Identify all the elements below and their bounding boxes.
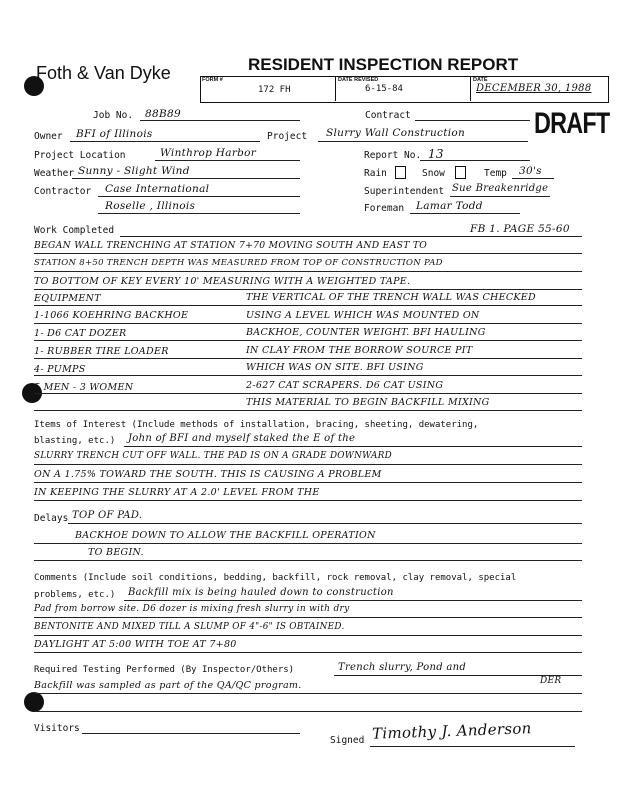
date-value: DECEMBER 30, 1988 [476,83,592,94]
superintendent-line [450,196,550,197]
project-line [318,141,528,142]
work-line-8: WHICH WAS ON SITE. BFI USING [246,362,424,373]
contractor-line-2 [98,213,300,214]
delay-rule-1 [34,543,582,544]
superintendent-label: Superintendent [364,186,445,197]
date-label: DATE [473,77,488,83]
rain-checkbox[interactable] [395,166,406,179]
delay-rule-0 [68,523,582,524]
work-rule-3 [34,289,582,290]
work-completed-label: Work Completed [34,225,115,236]
foreman-value: Lamar Todd [416,200,483,212]
comment-line-0: Backfill mix is being hauled down to construction [128,587,394,598]
work-line-0: FB 1. PAGE 55-60 [470,223,570,235]
job-no-line [140,120,300,121]
owner-line [70,141,260,142]
weather-value: Sunny - Slight Wind [78,165,190,177]
interest-line-1: SLURRY TRENCH CUT OFF WALL. THE PAD IS ON A GRADE DOWNWARD [34,451,392,461]
contractor-value-1: Case International [105,183,210,195]
date-revised-label: DATE REVISED [338,77,379,83]
work-line-4: THE VERTICAL OF THE TRENCH WALL WAS CHECKED [246,292,536,303]
visitors-label: Visitors [34,723,80,734]
work-line-9: 2-627 CAT SCRAPERS. D6 CAT USING [246,380,444,391]
temp-value: 30's [519,165,542,177]
weather-line [72,178,300,179]
testing-initials: DER [540,676,562,686]
project-location-line [155,160,300,161]
date-revised-value: 6-15-84 [365,84,403,94]
interest-rule-1 [34,464,582,465]
equipment-item-0: 1-1066 KOEHRING BACKHOE [34,310,189,321]
work-rule-0 [120,236,582,237]
work-line-1: BEGAN WALL TRENCHING AT STATION 7+70 MOVING SOUTH AND EAST TO [34,240,428,251]
work-line-6: BACKHOE, COUNTER WEIGHT. BFI HAULING [246,327,486,338]
work-rule-9 [34,393,582,394]
snow-label: Snow [422,168,445,179]
interest-rule-0 [124,446,582,447]
signature-line [370,746,575,747]
work-rule-5 [34,323,582,324]
work-rule-10 [34,410,582,411]
equipment-item-2: 1- RUBBER TIRE LOADER [34,346,169,357]
interest-line-3: IN KEEPING THE SLURRY AT A 2.0' LEVEL FROM THE [34,487,320,498]
company-name: Foth & Van Dyke [36,63,171,83]
owner-value: BFI of Illinois [76,128,153,140]
foreman-line [410,213,520,214]
interest-rule-3 [34,500,582,501]
work-line-7: IN CLAY FROM THE BORROW SOURCE PIT [246,345,473,356]
contractor-value-2: Roselle , Illinois [105,200,196,212]
header-divider-1 [335,76,336,101]
equipment-item-4: 5 MEN - 3 WOMEN [34,382,134,393]
interest-line-2: ON A 1.75% TOWARD THE SOUTH. THIS IS CAUSING A PROBLEM [34,469,382,480]
foreman-label: Foreman [364,203,405,214]
project-label: Project [267,131,308,142]
work-rule-7 [34,358,582,359]
snow-checkbox[interactable] [455,166,466,179]
work-rule-1 [34,253,582,254]
contract-label: Contract [365,110,411,121]
signed-label: Signed [330,735,365,746]
contractor-label: Contractor [34,186,92,197]
work-line-2: STATION 8+50 TRENCH DEPTH WAS MEASURED FROM TOP OF CONSTRUCTION PAD [34,258,443,268]
testing-rule-1 [34,693,582,694]
report-no-label: Report No. [364,150,422,161]
contract-line [415,120,530,121]
delays-label: Delays [34,513,69,524]
temp-line [512,178,554,179]
superintendent-value: Sue Breakenridge [452,183,549,194]
comment-rule-2 [34,635,582,636]
rain-label: Rain [364,168,387,179]
comment-rule-0 [124,600,582,601]
work-rule-4 [34,305,582,306]
comment-line-1: Pad from borrow site. D6 dozer is mixing fresh slurry in with dry [34,604,350,614]
form-label: FORM # [202,77,223,83]
comment-line-2: BENTONITE AND MIXED TILL A SLUMP OF 4"-6" IS OBTAINED. [34,622,345,632]
comments-label-1: Comments (Include soil conditions, bedding, backfill, rock removal, clay removal, special [34,573,517,583]
comment-rule-1 [34,617,582,618]
equipment-label: EQUIPMENT [34,293,101,304]
work-rule-8 [34,375,582,376]
work-line-10: THIS MATERIAL TO BEGIN BACKFILL MIXING [246,397,490,408]
work-rule-2 [34,271,582,272]
report-title: RESIDENT INSPECTION REPORT [248,55,519,74]
report-no-value: 13 [428,147,444,161]
weather-label: Weather [34,168,75,179]
header-divider-2 [470,76,471,101]
testing-line-0: Trench slurry, Pond and [338,662,467,673]
comment-line-3: DAYLIGHT AT 5:00 WITH TOE AT 7+80 [34,639,237,650]
delay-line-0: TOP OF PAD. [72,510,143,521]
report-no-line [420,160,530,161]
project-location-label: Project Location [34,150,126,161]
draft-stamp: DRAFT [534,107,610,140]
punch-hole-bottom [24,692,44,712]
job-no-value: 88B89 [145,108,181,120]
testing-label: Required Testing Performed (By Inspector/Others) [34,665,295,675]
visitors-line [82,733,300,734]
job-no-label: Job No. [93,110,134,121]
form-value: 172 FH [258,85,291,95]
delay-line-2: TO BEGIN. [88,547,144,558]
work-line-5: USING A LEVEL WHICH WAS MOUNTED ON [246,310,480,321]
comment-rule-3 [34,652,582,653]
interest-line-0: John of BFI and myself staked the E of the [128,433,356,444]
work-rule-6 [34,340,582,341]
delay-line-1: BACKHOE DOWN TO ALLOW THE BACKFILL OPERATION [75,530,376,541]
project-location-value: Winthrop Harbor [160,147,257,159]
owner-label: Owner [34,131,63,142]
equipment-item-3: 4- PUMPS [34,364,86,375]
equipment-item-1: 1- D6 CAT DOZER [34,328,127,339]
project-value: Slurry Wall Construction [326,127,466,139]
contractor-line-1 [98,196,300,197]
signature: Timothy J. Anderson [371,719,532,743]
interest-rule-2 [34,482,582,483]
items-of-interest-label-2: blasting, etc.) [34,436,116,446]
items-of-interest-label-1: Items of Interest (Include methods of installation, bracing, sheeting, dewatering, [34,420,479,430]
testing-line-1: Backfill was sampled as part of the QA/QC program. [34,680,302,691]
temp-label: Temp [484,168,507,179]
testing-rule-2 [34,711,582,712]
comments-label-2: problems, etc.) [34,590,116,600]
work-line-3: TO BOTTOM OF KEY EVERY 10' MEASURING WITH A WEIGHTED TAPE. [34,276,411,287]
delay-rule-2 [34,560,582,561]
